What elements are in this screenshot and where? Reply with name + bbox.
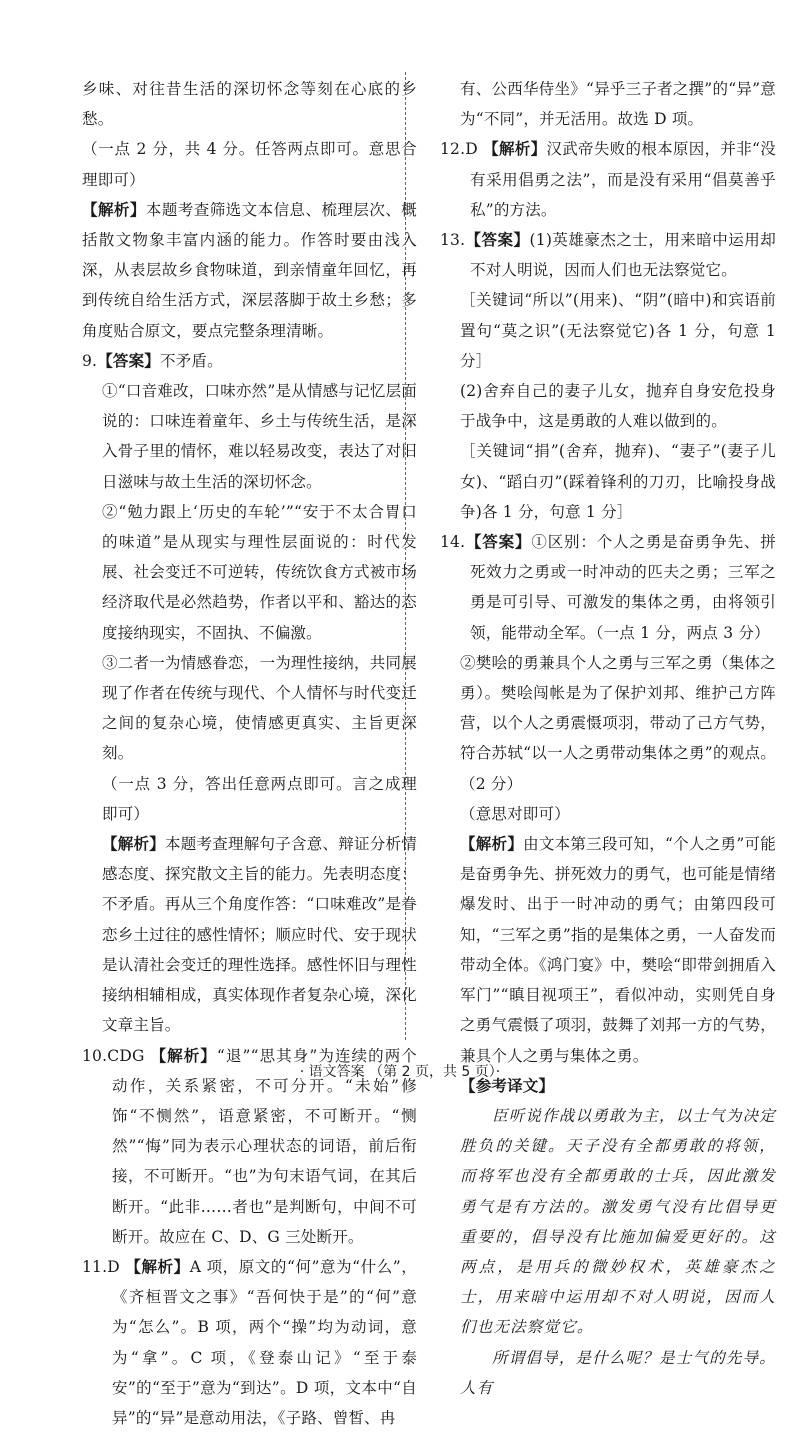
q14-analysis bbox=[440, 829, 776, 1071]
q9-answer bbox=[82, 346, 417, 376]
q11-analysis-continued: 有、公西华侍坐》“异乎三子者之撰”的“异”意为“不同”，并无活用。故选 D 项。 bbox=[460, 80, 776, 129]
q8-analysis bbox=[82, 195, 417, 346]
answer-tag: 【答案】 bbox=[465, 231, 530, 250]
q12-analysis-text: 汉武帝失败的根本原因，并非“没有采用倡勇之法”，而是没有采用“倡莫善乎私”的方法。 bbox=[470, 140, 776, 219]
q14-score-note: （意思对即可） bbox=[460, 804, 570, 823]
q8-score-note: （一点 2 分，共 4 分。任答两点即可。意思合理即可） bbox=[82, 140, 417, 189]
q12-answer-text: D bbox=[465, 140, 478, 159]
q14-answer-1-text: ①区别：个人之勇是奋勇争先、拼死效力之勇或一时冲动的匹夫之勇；三军之勇是可引导、可激发的集体之勇，由将领引领，能带动全军。（一点 1 分，两点 3 分） bbox=[470, 533, 776, 642]
right-column bbox=[440, 74, 776, 1403]
q14-analysis-text: 由文本第三段可知，“个人之勇”可能是奋勇争先、拼死效力的勇气，也可能是情绪爆发时、出于一时冲动的勇气；由第四段可知，“三军之勇”指的是集体之勇，一人奋发而带动全体。《鸿门宴》中，樊哙“即带剑拥盾入军门”“瞋目视项王”，看似冲动，实则凭自身之勇气震慑了项羽，鼓舞了刘邦一方的气势，兼具个人之勇与集体之勇。 bbox=[460, 835, 776, 1065]
q12-answer bbox=[440, 134, 776, 225]
analysis-tag: 【解析】 bbox=[82, 200, 146, 219]
q8-answer-tail: 乡味、对往昔生活的深切怀念等刻在心底的乡愁。 bbox=[82, 80, 417, 129]
analysis-tag: 【解析】 bbox=[125, 1257, 190, 1276]
q10-number: 10. bbox=[82, 1046, 108, 1065]
q13-score-2: ［关键词“捐”(舍弃，抛弃)、“妻子”(妻子儿女)、“蹈白刃”(踩着锋利的刀刃，比喻投身战争)各 1 分，句意 1 分］ bbox=[460, 442, 776, 521]
page-footer: · 语文答案 （第 2 页，共 5 页）· bbox=[299, 1064, 501, 1080]
q10-answer-text: CDG bbox=[107, 1046, 145, 1065]
left-column bbox=[82, 74, 417, 1433]
analysis-tag: 【解析】 bbox=[483, 140, 547, 159]
q9-score-note: （一点 3 分，答出任意两点即可。言之成理即可） bbox=[102, 774, 417, 823]
answer-tag: 【答案】 bbox=[97, 351, 161, 370]
q9-number: 9. bbox=[82, 351, 98, 370]
column-divider bbox=[405, 72, 406, 1040]
q14-number: 14. bbox=[440, 533, 466, 552]
q9-point-3: ③二者一为情感眷恋，一为理性接纳，共同展现了作者在传统与现代、个人情怀与时代变迁之间的复杂心境，使情感更真实、主旨更深刻。 bbox=[102, 653, 417, 763]
q9-point-2: ②“勉力跟上‘历史的车轮’”“安于不太合胃口的味道”是从现实与理性层面说的：时代发展、社会变迁不可逆转，传统饮食方式被市场经济取代是必然趋势，作者以平和、豁达的态度接纳现实，不固执、不偏激。 bbox=[102, 502, 417, 642]
q9-analysis-text: 本题考查理解句子含意、辩证分析情感态度、探究散文主旨的能力。先表明态度：不矛盾。再从三个角度作答：“口味难改”是眷恋乡土过往的感性情怀；顺应时代、安于现状是认清社会变迁的理性选择。感性怀旧与理性接纳相辅相成，真实体现作者复杂心境，深化文章主旨。 bbox=[102, 835, 417, 1035]
q13-answer-1-text: (1)英雄豪杰之士，用来暗中运用却不对人明说，因而人们也无法察觉它。 bbox=[470, 231, 776, 280]
q13-score-1: ［关键词“所以”(用来)、“阴”(暗中)和宾语前置句“莫之识”(无法察觉它)各 1 分，句意 1 分］ bbox=[460, 291, 776, 370]
q11-answer bbox=[82, 1252, 417, 1433]
analysis-tag: 【解析】 bbox=[102, 835, 166, 854]
q13-number: 13. bbox=[440, 231, 466, 250]
q11-analysis-text: A 项，原文的“何”意为“什么”，《齐桓晋文之事》“吾何快于是”的“何”意为“怎么”。B 项，两个“操”均为动词，意为“拿”。C 项，《登泰山记》“至于泰安”的“至于”意为“到达”。D 项，文本中“自异”的“异”是意动用法，《子路、曾皙、冉 bbox=[112, 1257, 417, 1427]
analysis-tag: 【解析】 bbox=[460, 835, 524, 854]
reference-translation-heading: 【参考译文】 bbox=[460, 1076, 555, 1095]
q13-answer-1 bbox=[440, 225, 776, 285]
q9-answer-text: 不矛盾。 bbox=[160, 351, 223, 370]
q11-answer-text: D bbox=[107, 1257, 120, 1276]
q8-analysis-text: 本题考查筛选文本信息、梳理层次、概括散文物象丰富内涵的能力。作答时要由浅入深，从表层故乡食物味道，到亲情童年回忆，再到传统自给生活方式，深层落脚于故土乡愁；多角度贴合原文，要点完整条理清晰。 bbox=[82, 200, 417, 340]
q9-analysis bbox=[82, 829, 417, 1040]
q10-analysis-text: “退”“思其身”为连续的两个动作，关系紧密，不可分开。“未始”修饰“不恻然”，语意紧密，不可断开。“恻然”“悔”同为表示心理状态的词语，前后衔接，不可断开。“也”为句末语气词，在其后断开。“此非……者也”是判断句，中间不可断开。故应在 C、D、G 三处断开。 bbox=[112, 1046, 417, 1246]
translation-paragraph-1: 臣听说作战以勇敢为主，以士气为决定胜负的关键。天子没有全都勇敢的将领，而将军也没有全都勇敢的士兵，因此激发勇气是有方法的。激发勇气没有比倡导更重要的，倡导没有比施加偏爱更好的。这两点，是用兵的微妙权术，英雄豪杰之士，用来暗中运用却不对人明说，因而人们也无法察觉它。 bbox=[460, 1106, 776, 1337]
q14-answer-2: ②樊哙的勇兼具个人之勇与三军之勇（集体之勇）。樊哙闯帐是为了保护刘邦、维护己方阵营，以个人之勇震慑项羽，带动了己方气势，符合苏轼“以一人之勇带动集体之勇”的观点。（2 分） bbox=[460, 653, 776, 793]
analysis-tag: 【解析】 bbox=[150, 1046, 217, 1065]
translation-paragraph-2: 所谓倡导，是什么呢？是士气的先导。人有 bbox=[460, 1348, 776, 1397]
q13-answer-2: (2)舍弃自己的妻子儿女，抛弃自身安危投身于战争中，这是勇敢的人难以做到的。 bbox=[460, 382, 776, 431]
q14-answer-1 bbox=[440, 527, 776, 648]
answer-tag: 【答案】 bbox=[465, 533, 532, 552]
q11-number: 11. bbox=[82, 1257, 108, 1276]
q9-point-1: ①“口音难改，口味亦然”是从情感与记忆层面说的：口味连着童年、乡土与传统生活，是深入骨子里的情怀，难以轻易改变，表达了对旧日滋味与故土生活的深切怀念。 bbox=[102, 382, 417, 491]
q12-number: 12. bbox=[440, 140, 466, 159]
